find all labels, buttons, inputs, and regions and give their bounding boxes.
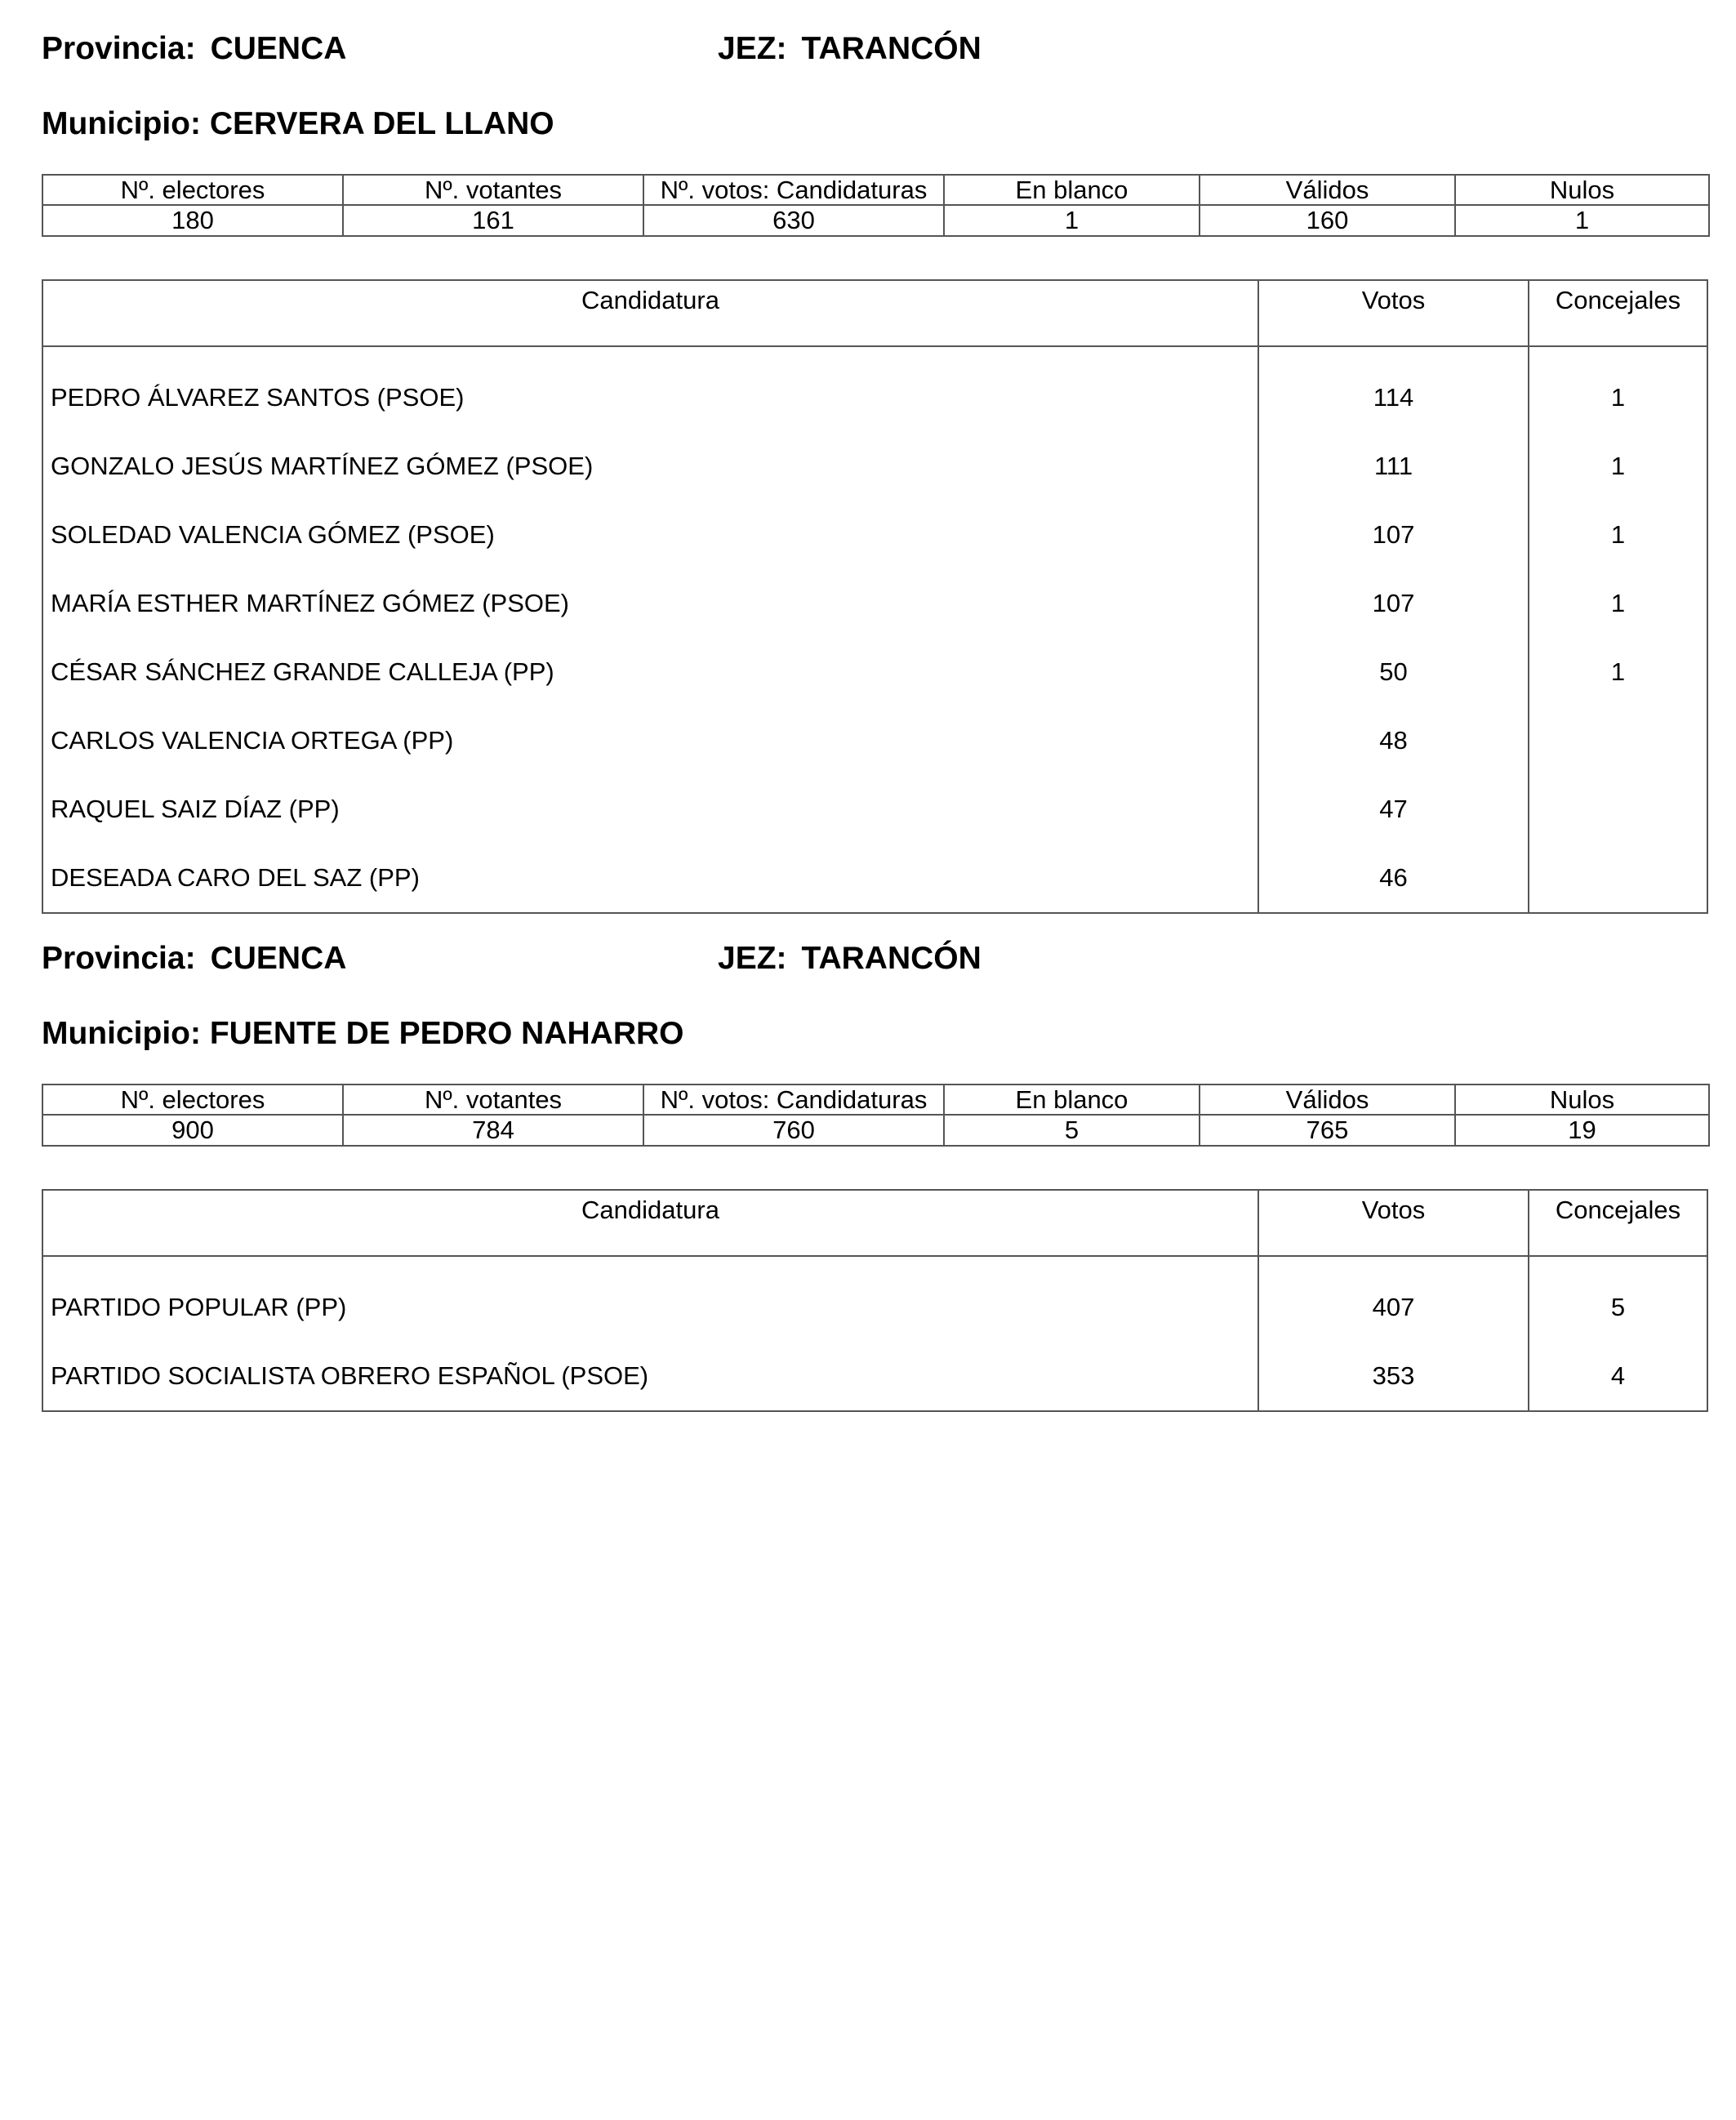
stats-value-row bbox=[42, 1115, 1709, 1146]
candidate-row bbox=[43, 775, 1707, 844]
jez-heading bbox=[718, 33, 982, 65]
municipio-value: FUENTE DE PEDRO NAHARRO bbox=[209, 1016, 684, 1051]
stats-value-votantes: 784 bbox=[343, 1115, 643, 1146]
candidate-name: PEDRO ÁLVAREZ SANTOS (PSOE) bbox=[43, 363, 1259, 432]
candidate-name: GONZALO JESÚS MARTÍNEZ GÓMEZ (PSOE) bbox=[43, 432, 1259, 501]
stats-table bbox=[42, 174, 1710, 237]
provincia-heading bbox=[42, 33, 346, 65]
provincia-value: CUENCA bbox=[210, 941, 347, 976]
stats-header-row bbox=[42, 175, 1709, 205]
candidates-header-row bbox=[43, 1191, 1707, 1257]
votos-header: Votos bbox=[1259, 1191, 1529, 1255]
jez-heading bbox=[718, 942, 982, 974]
jez-label: JEZ: bbox=[718, 941, 787, 976]
candidate-votes: 111 bbox=[1259, 432, 1529, 501]
candidate-name: PARTIDO POPULAR (PP) bbox=[43, 1273, 1259, 1342]
candidate-name: PARTIDO SOCIALISTA OBRERO ESPAÑOL (PSOE) bbox=[43, 1342, 1259, 1410]
candidate-name: CARLOS VALENCIA ORTEGA (PP) bbox=[43, 706, 1259, 775]
concejales-header: Concejales bbox=[1555, 1196, 1681, 1224]
stats-header-en-blanco: En blanco bbox=[944, 1084, 1200, 1115]
candidate-concejales: 1 bbox=[1610, 589, 1626, 617]
stats-header-electores: Nº. electores bbox=[42, 175, 343, 205]
candidate-votes: 48 bbox=[1259, 706, 1529, 775]
candidate-row bbox=[43, 844, 1707, 912]
stats-header-electores: Nº. electores bbox=[42, 1084, 343, 1115]
candidate-row bbox=[43, 638, 1707, 706]
candidate-votes: 353 bbox=[1259, 1342, 1529, 1410]
candidate-row bbox=[43, 432, 1707, 501]
provincia-label: Provincia: bbox=[42, 31, 196, 66]
candidate-concejales bbox=[1529, 844, 1707, 912]
candidates-table bbox=[42, 279, 1708, 914]
stats-header-row bbox=[42, 1084, 1709, 1115]
stats-header-en-blanco: En blanco bbox=[944, 175, 1200, 205]
stats-value-votos-candidaturas: 630 bbox=[643, 205, 944, 236]
concejales-header: Concejales bbox=[1555, 286, 1681, 314]
candidate-name: CÉSAR SÁNCHEZ GRANDE CALLEJA (PP) bbox=[43, 638, 1259, 706]
municipio-value: CERVERA DEL LLANO bbox=[209, 106, 554, 141]
stats-value-en-blanco: 5 bbox=[944, 1115, 1200, 1146]
candidate-row bbox=[43, 363, 1707, 432]
stats-value-validos: 160 bbox=[1200, 205, 1455, 236]
candidate-concejales: 1 bbox=[1610, 452, 1626, 480]
candidatura-header: Candidatura bbox=[43, 281, 1259, 345]
stats-header-votantes: Nº. votantes bbox=[343, 175, 643, 205]
stats-value-validos: 765 bbox=[1200, 1115, 1455, 1146]
candidate-votes: 107 bbox=[1259, 569, 1529, 638]
candidates-table bbox=[42, 1189, 1708, 1412]
candidate-votes: 107 bbox=[1259, 501, 1529, 569]
candidate-votes: 47 bbox=[1259, 775, 1529, 844]
provincia-value: CUENCA bbox=[210, 31, 347, 66]
candidates-header-row bbox=[43, 281, 1707, 347]
stats-table bbox=[42, 1084, 1710, 1147]
stats-header-validos: Válidos bbox=[1200, 1084, 1455, 1115]
candidate-row bbox=[43, 706, 1707, 775]
municipio-label: Municipio: bbox=[42, 106, 201, 141]
stats-header-nulos: Nulos bbox=[1455, 1084, 1709, 1115]
stats-header-nulos: Nulos bbox=[1455, 175, 1709, 205]
candidate-row bbox=[43, 1342, 1707, 1410]
candidate-row bbox=[43, 501, 1707, 569]
stats-value-nulos: 1 bbox=[1455, 205, 1709, 236]
stats-header-validos: Válidos bbox=[1200, 175, 1455, 205]
jez-label: JEZ: bbox=[718, 31, 787, 66]
candidate-concejales: 4 bbox=[1610, 1361, 1626, 1390]
candidate-concejales: 1 bbox=[1610, 383, 1626, 412]
stats-value-nulos: 19 bbox=[1455, 1115, 1709, 1146]
stats-header-votantes: Nº. votantes bbox=[343, 1084, 643, 1115]
candidate-name: DESEADA CARO DEL SAZ (PP) bbox=[43, 844, 1259, 912]
provincia-heading bbox=[42, 942, 346, 974]
candidate-votes: 407 bbox=[1259, 1273, 1529, 1342]
candidate-name: RAQUEL SAIZ DÍAZ (PP) bbox=[43, 775, 1259, 844]
votos-header: Votos bbox=[1259, 281, 1529, 345]
stats-value-votantes: 161 bbox=[343, 205, 643, 236]
stats-header-votos-candidaturas: Nº. votos: Candidaturas bbox=[643, 1084, 944, 1115]
provincia-label: Provincia: bbox=[42, 941, 196, 976]
municipio-label: Municipio: bbox=[42, 1016, 201, 1051]
candidate-concejales: 1 bbox=[1610, 520, 1626, 549]
candidate-row bbox=[43, 1273, 1707, 1342]
candidate-concejales: 1 bbox=[1610, 657, 1626, 686]
candidate-concejales: 5 bbox=[1610, 1293, 1626, 1321]
candidate-concejales bbox=[1529, 706, 1707, 775]
candidate-row bbox=[43, 569, 1707, 638]
jez-value: TARANCÓN bbox=[801, 941, 982, 976]
candidate-name: MARÍA ESTHER MARTÍNEZ GÓMEZ (PSOE) bbox=[43, 569, 1259, 638]
candidate-votes: 114 bbox=[1259, 363, 1529, 432]
stats-value-votos-candidaturas: 760 bbox=[643, 1115, 944, 1146]
candidatura-header: Candidatura bbox=[43, 1191, 1259, 1255]
stats-value-electores: 180 bbox=[42, 205, 343, 236]
municipio-heading bbox=[42, 1018, 684, 1049]
municipio-heading bbox=[42, 108, 554, 140]
candidate-votes: 46 bbox=[1259, 844, 1529, 912]
candidate-votes: 50 bbox=[1259, 638, 1529, 706]
stats-header-votos-candidaturas: Nº. votos: Candidaturas bbox=[643, 175, 944, 205]
stats-value-electores: 900 bbox=[42, 1115, 343, 1146]
stats-value-row bbox=[42, 205, 1709, 236]
candidate-name: SOLEDAD VALENCIA GÓMEZ (PSOE) bbox=[43, 501, 1259, 569]
stats-value-en-blanco: 1 bbox=[944, 205, 1200, 236]
candidate-concejales bbox=[1529, 775, 1707, 844]
jez-value: TARANCÓN bbox=[801, 31, 982, 66]
